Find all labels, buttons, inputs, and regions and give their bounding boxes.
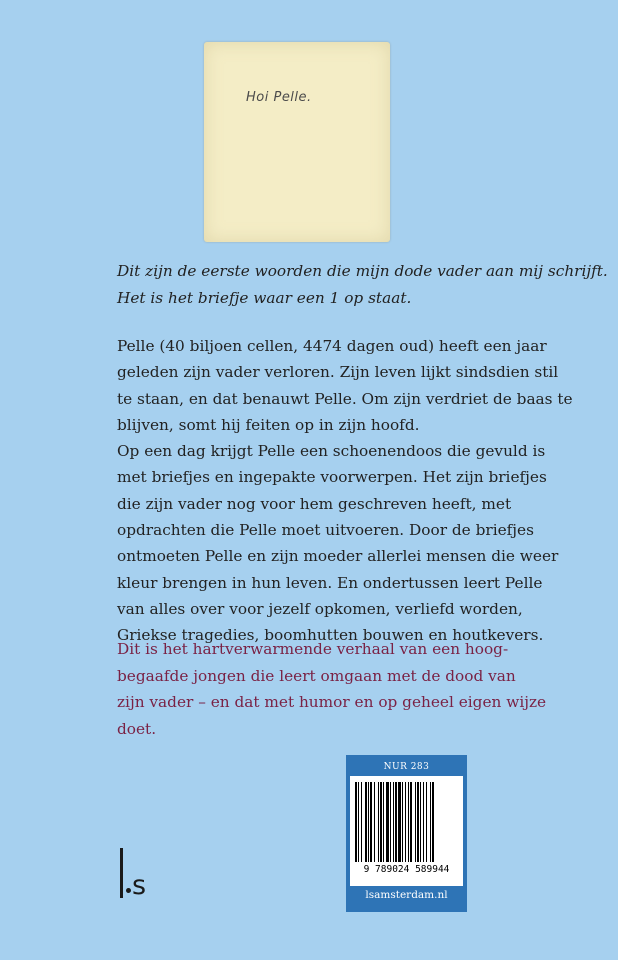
highlight-line: Dit is het hartverwarmende verhaal van een hoog-	[117, 640, 509, 658]
nur-code: NUR 283	[383, 762, 430, 772]
barcode-stripe	[395, 782, 397, 862]
barcode-area	[350, 776, 463, 886]
isbn-number: 9 789024 589944	[363, 864, 450, 875]
blurb-line: Pelle (40 biljoen cellen, 4474 dagen oud) heeft een jaar	[117, 337, 547, 355]
blurb-line: geleden zijn vader verloren. Zijn leven lijkt sindsdien stil	[117, 363, 559, 382]
blurb-line: Op een dag krijgt Pelle een schoenendoos die gevuld is	[117, 442, 546, 461]
barcode-stripe	[361, 782, 362, 862]
highlight-line: doet.	[117, 719, 157, 738]
blurb-line: Griekse tragedies, boomhutten bouwen en houtkevers.	[117, 626, 544, 645]
barcode-stripe	[402, 782, 403, 862]
blurb-line: blijven, somt hij feiten op in zijn hoofd.	[117, 415, 420, 434]
publisher-logo	[110, 848, 170, 908]
barcode-stripe	[370, 782, 372, 862]
blurb-line: die zijn vader nog voor hem geschreven heeft, met	[117, 494, 512, 513]
barcode-stripe	[355, 782, 357, 862]
barcode-stripe	[393, 782, 394, 862]
barcode-stripe	[398, 782, 401, 862]
barcode-stripe	[368, 782, 369, 862]
barcode-stripe	[380, 782, 382, 862]
intro-line: Dit zijn de eerste woorden die mijn dode vader aan mij schrijft.	[117, 262, 608, 280]
logo-bar	[120, 848, 123, 898]
barcode-stripe	[386, 782, 389, 862]
intro-line: Het is het briefje waar een 1 op staat.	[117, 288, 412, 307]
blurb-line: met briefjes en ingepakte voorwerpen. Het zijn briefjes	[117, 468, 547, 487]
blurb-line: van alles over voor jezelf opkomen, verliefd worden,	[117, 599, 523, 618]
blurb-line: opdrachten die Pelle moet uitvoeren. Door de briefjes	[117, 521, 534, 540]
barcode-stripe	[365, 782, 367, 862]
highlight-line: begaafde jongen die leert omgaan met de dood van	[117, 666, 516, 685]
barcode-stripe	[423, 782, 424, 862]
barcode-stripe	[390, 782, 391, 862]
highlight-text	[117, 636, 567, 742]
barcode-stripe	[415, 782, 416, 862]
blurb-text	[117, 333, 573, 649]
intro-quote	[117, 258, 608, 311]
note-text: Hoi Pelle.	[246, 90, 312, 105]
barcode-stripe	[410, 782, 412, 862]
barcode-stripe	[432, 782, 434, 862]
barcode-stripe	[430, 782, 431, 862]
barcode-stripe	[417, 782, 419, 862]
publisher-website: lsamsterdam.nl	[365, 889, 448, 901]
blurb-line: kleur brengen in hun leven. En ondertussen leert Pelle	[117, 573, 543, 592]
barcode-stripe	[420, 782, 421, 862]
highlight-line: zijn vader – en dat met humor en op geheel eigen wijze	[117, 693, 547, 711]
logo-dot	[126, 888, 131, 893]
blurb-line: te staan, en dat benauwt Pelle. Om zijn verdriet de baas te	[117, 389, 573, 408]
barcode-stripe	[378, 782, 379, 862]
barcode-stripe	[408, 782, 409, 862]
barcode-stripe	[358, 782, 359, 862]
barcode-stripe	[374, 782, 375, 862]
handwritten-note	[204, 42, 390, 242]
barcode-panel	[346, 755, 467, 912]
logo-letter: s	[132, 870, 147, 901]
barcode-stripe	[426, 782, 427, 862]
isbn-barcode	[355, 782, 458, 864]
barcode-stripe	[383, 782, 384, 862]
blurb-line: ontmoeten Pelle en zijn moeder allerlei mensen die weer	[117, 547, 559, 566]
barcode-stripe	[405, 782, 406, 862]
